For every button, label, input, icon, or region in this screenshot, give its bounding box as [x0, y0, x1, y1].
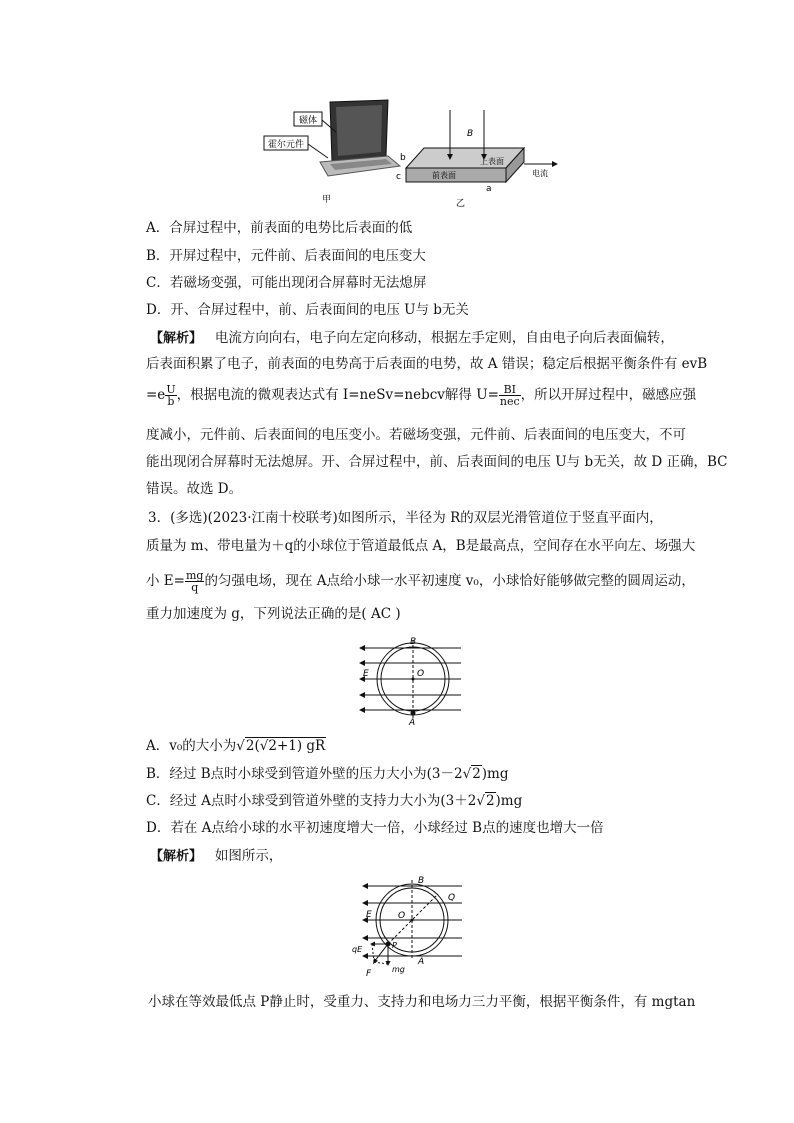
fig3-label-P: P: [392, 941, 397, 950]
label-a: a: [486, 184, 492, 194]
magnet-tag: 磁体: [298, 116, 318, 126]
q2-analysis-line3: =e $\frac{U}{b}$ ，根据电流的微观表达式有 I=neSv=nebcv解得 U= $\frac{BI}{\text{nec}}$ ，所以开屏过程中，磁感应强: [146, 383, 697, 408]
q2-analysis-line6: 错误。故选 D。: [146, 481, 243, 497]
figure-hall-laptop: [260, 92, 560, 212]
q2-option-c: C．若磁场变强，可能出现闭合屏幕时无法熄屏: [146, 275, 427, 291]
fig3-label-B: B: [418, 876, 425, 886]
figure-force-diagram: [350, 872, 470, 982]
q2-option-a: A．合屏过程中，前表面的电势比后表面的低: [146, 220, 413, 236]
label-c: c: [396, 172, 401, 182]
analysis-label: 【解析】: [150, 331, 203, 346]
label-yi: 乙: [456, 199, 466, 209]
fig2-label-B: B: [410, 637, 417, 647]
fig3-label-F: F: [366, 969, 372, 979]
label-B: B: [467, 129, 474, 139]
hall-tag: 霍尔元件: [267, 140, 305, 150]
last-line: 小球在等效最低点 P静止时，受重力、支持力和电场力三力平衡，根据平衡条件，有 mgtan: [148, 994, 696, 1010]
q3-stem-line1: 3．(多选)(2023·江南十校联考)如图所示，半径为 R的双层光滑管道位于竖直平面内，: [148, 510, 663, 526]
q3-option-c: C．经过 A点时小球受到管道外壁的支持力大小为(3＋2√2)mg: [146, 793, 523, 809]
fig3-label-O: O: [398, 911, 406, 921]
q3-option-a: A．v₀的大小为√2(√2+1) gR: [146, 738, 326, 754]
fig3-label-mg: mg: [392, 965, 405, 974]
fig3-label-qE: qE: [352, 945, 363, 954]
fig2-label-E: E: [363, 669, 369, 679]
q2-option-d: D．开、合屏过程中，前、后表面间的电压 U与 b无关: [146, 302, 469, 318]
label-front-face: 前表面: [432, 171, 456, 180]
q3-stem-line3: 小 E= $\frac{mg}{q}$ 的匀强电场，现在 A点给小球一水平初速度 v₀，小球恰好能够做完整的圆周运动，: [146, 569, 695, 594]
q2-option-b: B．开屏过程中，元件前、后表面间的电压变大: [146, 248, 426, 264]
fig3-label-E: E: [366, 910, 372, 920]
laptop-drawing: [320, 100, 400, 176]
fig2-label-O: O: [417, 669, 425, 679]
q3-analysis-line1: 【解析】 如图所示，: [150, 848, 283, 864]
fig3-label-A: A: [418, 957, 425, 967]
fig2-label-A: A: [409, 718, 416, 726]
label-b: b: [400, 153, 406, 163]
q2-analysis-line1: 【解析】 电流方向向右，电子向左定向移动，根据左手定则，自由电子向后表面偏转，: [150, 330, 674, 346]
q3-option-d: D．若在 A点给小球的水平初速度增大一倍，小球经过 B点的速度也增大一倍: [146, 820, 604, 836]
label-jia: 甲: [322, 195, 332, 205]
label-current: 电流: [532, 169, 548, 178]
q2-analysis-line2: 后表面积累了电子，前表面的电势高于后表面的电势，故 A 错误；稳定后根据平衡条件有 evB: [146, 356, 708, 372]
figure-ring-field: [355, 634, 465, 726]
q2-analysis-line4: 度减小，元件前、后表面间的电压变小。若磁场变强，元件前、后表面间的电压变大，不可: [146, 427, 686, 443]
label-upper-face: 上表面: [480, 157, 504, 166]
q3-option-b: B．经过 B点时小球受到管道外壁的压力大小为(3－2√2)mg: [146, 766, 509, 782]
q3-stem-line2: 质量为 m、带电量为＋q的小球位于管道最低点 A，B是最高点，空间存在水平向左、场强大: [146, 538, 696, 554]
fig3-label-Q: Q: [448, 893, 456, 903]
q2-analysis-line5: 能出现闭合屏幕时无法熄屏。开、合屏过程中，前、后表面间的电压 U与 b无关，故 D 正确，BC: [146, 454, 728, 470]
q3-stem-line4: 重力加速度为 g，下列说法正确的是( AC ): [146, 606, 401, 622]
